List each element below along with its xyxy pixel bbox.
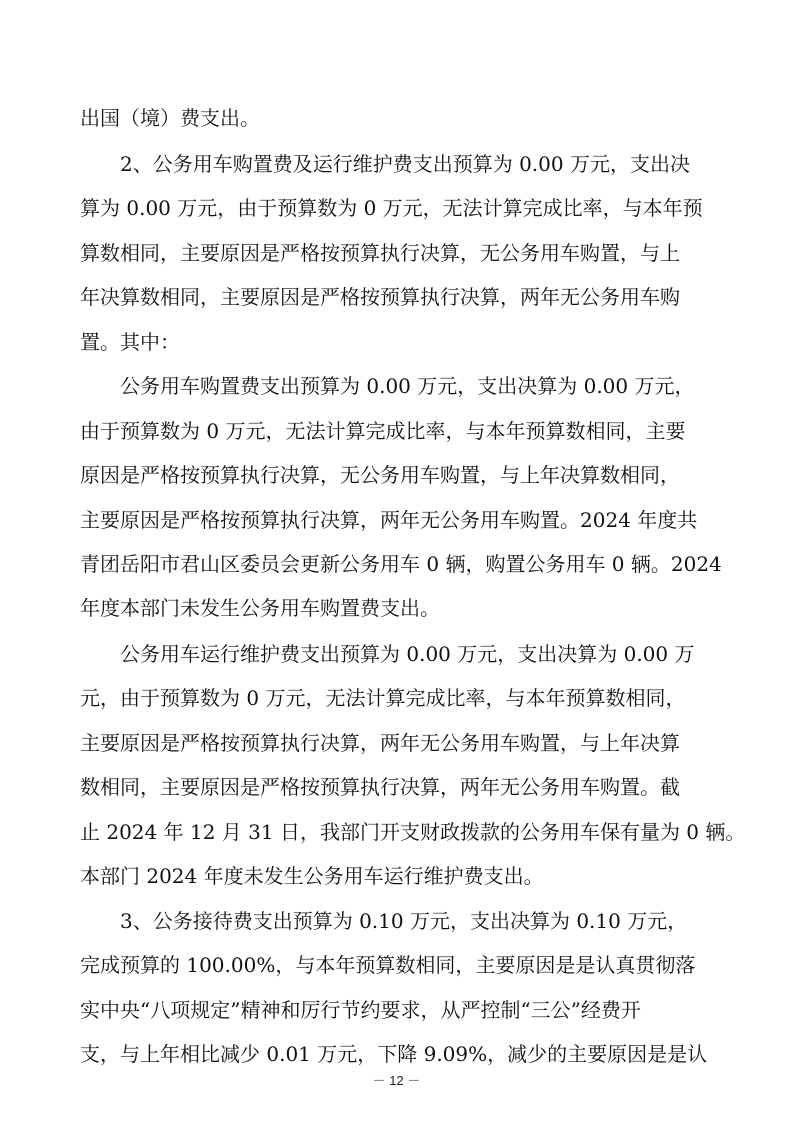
paragraph-start-line <box>0 366 793 406</box>
text-line-content: 元，由于预算数为 0 万元，无法计算完成比率，与本年预算数相同， <box>80 686 686 710</box>
text-line-content: 年决算数相同，主要原因是严格按预算执行决算，两年无公务用车购 <box>80 285 680 309</box>
text-line-content: 支，与上年相比减少 0.01 万元，下降 9.09%，减少的主要原因是是认 <box>80 1042 708 1066</box>
text-line-content: 止 2024 年 12 月 31 日，我部门开支财政拨款的公务用车保有量为 0 辆。 <box>80 820 746 844</box>
paragraph-start-line <box>0 634 793 674</box>
text-line <box>0 500 793 540</box>
text-line-content: 算为 0.00 万元，由于预算数为 0 万元，无法计算完成比率，与本年预 <box>80 196 703 220</box>
text-line-content: 算数相同，主要原因是严格按预算执行决算，无公务用车购置，与上 <box>80 241 680 265</box>
text-line-content: 实中央“八项规定”精神和厉行节约要求，从严控制“三公”经费开 <box>80 998 641 1022</box>
text-line-content: 本部门 2024 年度未发生公务用车运行维护费支出。 <box>80 864 544 888</box>
paragraph-start-line <box>0 901 793 941</box>
text-line-content: 公务用车购置费支出预算为 0.00 万元，支出决算为 0.00 万元， <box>120 374 695 398</box>
text-line-content: 2、公务用车购置费及运行维护费支出预算为 0.00 万元，支出决 <box>120 152 690 176</box>
text-line <box>0 411 793 451</box>
text-line-content: 原因是严格按预算执行决算，无公务用车购置，与上年决算数相同， <box>80 463 680 487</box>
text-line <box>0 678 793 718</box>
paragraph-start-line <box>0 144 793 184</box>
text-line-content: 数相同，主要原因是严格按预算执行决算，两年无公务用车购置。截 <box>80 775 680 799</box>
text-line-content: 公务用车运行维护费支出预算为 0.00 万元，支出决算为 0.00 万 <box>120 642 695 666</box>
text-line-content: 青团岳阳市君山区委员会更新公务用车 0 辆，购置公务用车 0 辆。2024 <box>80 552 722 576</box>
text-line <box>0 322 793 362</box>
text-line <box>0 544 793 584</box>
text-line-content: 置。其中： <box>80 330 180 354</box>
text-line <box>0 588 793 628</box>
text-line <box>0 277 793 317</box>
text-line-content: 由于预算数为 0 万元，无法计算完成比率，与本年预算数相同，主要 <box>80 419 686 443</box>
text-line <box>0 233 793 273</box>
text-line <box>0 856 793 896</box>
text-line <box>0 945 793 985</box>
text-line <box>0 98 793 138</box>
page-number: － 12 － <box>372 1073 421 1088</box>
text-line <box>0 767 793 807</box>
text-line-content: 3、公务接待费支出预算为 0.10 万元，支出决算为 0.10 万元， <box>120 909 688 933</box>
text-line <box>0 723 793 763</box>
text-line <box>0 455 793 495</box>
text-line <box>0 990 793 1030</box>
text-line-content: 年度本部门未发生公务用车购置费支出。 <box>80 596 440 620</box>
text-line-content: 主要原因是严格按预算执行决算，两年无公务用车购置。2024 年度共 <box>80 508 698 532</box>
text-line <box>0 188 793 228</box>
text-line <box>0 812 793 852</box>
text-line-content: 完成预算的 100.00%，与本年预算数相同，主要原因是是认真贯彻落 <box>80 953 696 977</box>
text-line <box>0 1034 793 1074</box>
text-line-content: 主要原因是严格按预算执行决算，两年无公务用车购置，与上年决算 <box>80 731 680 755</box>
text-line-content: 出国（境）费支出。 <box>80 106 260 130</box>
